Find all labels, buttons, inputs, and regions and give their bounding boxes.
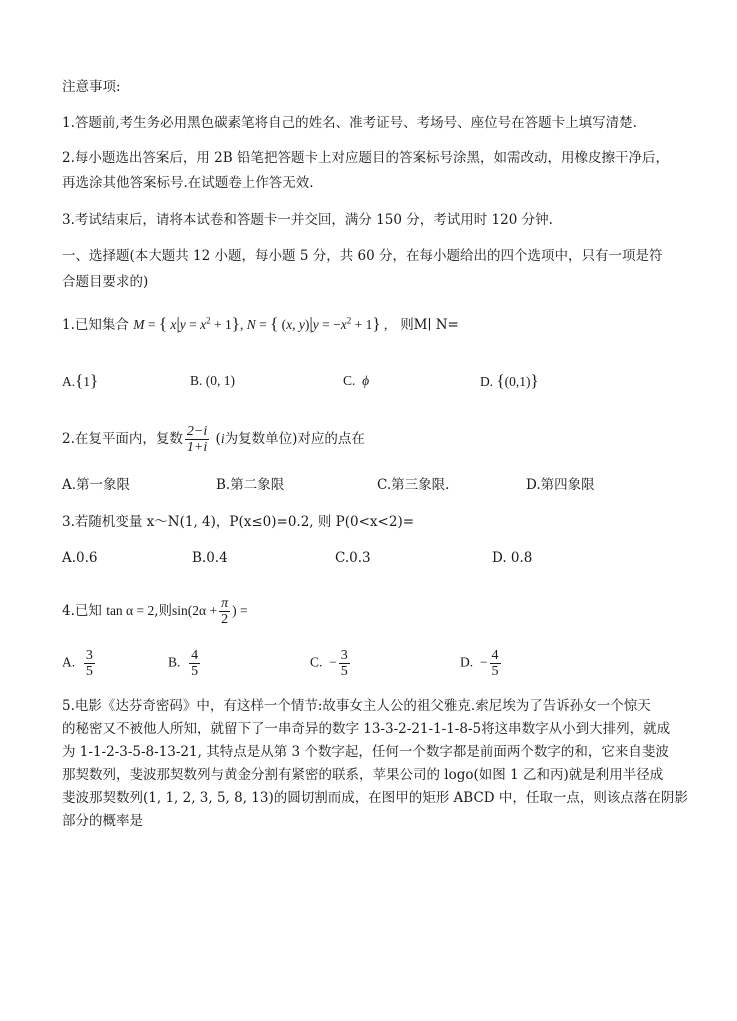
question-2: 2.在复平面内，复数 $\frac{2-i}{1+i}$ (i为复数单位)对应的点在 — [62, 424, 365, 455]
q2-option-a: A.第一象限 — [62, 477, 131, 493]
q4-sin: sin(2α + — [172, 603, 218, 618]
q4-tan: tan α = 2 — [106, 603, 155, 618]
phi-symbol: ϕ — [362, 373, 370, 388]
question-5-line-3: 为 1-1-2-3-5-8-13-21, 其特点是从第 3 个数字起，任何一个数字都是前面两个数字的和，它来自斐波 — [62, 744, 669, 760]
section-heading-cont: 合题目要求的) — [62, 274, 149, 290]
q2-fraction: $\frac{2-i}{1+i}$ — [186, 424, 208, 455]
q1-set-m: M = { $x|y = x^2 + 1$}, N = { (x, $y)|y = -x^2 + 1$} , — [133, 314, 388, 333]
q3-option-c: C.0.3 — [335, 550, 371, 566]
q1-prefix: 1.已知集合 — [62, 317, 129, 333]
q4-option-c: C. − $\frac{3}{5}$ — [310, 648, 348, 679]
q4-option-b: B. $\frac{4}{5}$ — [168, 648, 199, 679]
q4-pi-fraction: $\frac{\pi}{2}$ — [221, 596, 229, 627]
q3-option-b: B.0.4 — [192, 550, 228, 566]
q3-option-d: D. 0.8 — [492, 550, 533, 566]
q1-option-b: B. (0, 1) — [190, 373, 235, 388]
notice-title: 注意事项: — [62, 79, 121, 95]
question-1 — [62, 314, 459, 335]
q1-option-a: A.{1} — [62, 371, 99, 390]
question-3: 3.若随机变量 x～N(1, 4)，P(x≤0)=0.2, 则 P(0<x<2)= — [62, 514, 415, 530]
question-4: 4.已知 tan α = 2,则sin(2α + $\frac{\pi}{2}$ ) = — [62, 596, 248, 627]
q1-option-c: C. ϕ — [343, 373, 370, 388]
section-heading: 一、选择题(本大题共 12 小题，每小题 5 分，共 60 分，在每小题给出的四个选项中，只有一项是符 — [62, 248, 663, 264]
q4-option-a: A. $\frac{3}{5}$ — [62, 648, 93, 679]
question-5-line-5: 斐波那契数列(1, 1, 2, 3, 5, 8, 13)的圆切割而成，在图甲的矩形 ABCD 中，任取一点，则该点落在阴影 — [62, 790, 688, 806]
notice-1: 1.答题前,考生务必用黑色碳素笔将自己的姓名、准考证号、考场号、座位号在答题卡上填写清楚. — [62, 115, 637, 131]
notice-3: 3.考试结束后，请将本试卷和答题卡一并交回，满分 150 分，考试用时 120 分钟. — [62, 212, 553, 228]
q3-option-a: A.0.6 — [62, 550, 98, 566]
q2-option-d: D.第四象限 — [526, 477, 595, 493]
notice-2: 2.每小题选出答案后，用 2B 铅笔把答题卡上对应题目的答案标号涂黑，如需改动，用橡皮擦干净后， — [62, 150, 669, 166]
question-5-line-6: 部分的概率是 — [62, 813, 143, 829]
q4-option-d: D. − $\frac{4}{5}$ — [460, 648, 499, 679]
question-5-line-4: 那契数列，斐波那契数列与黄金分割有紧密的联系，苹果公司的 logo(如图 1 乙和丙)就是利用半径成 — [62, 767, 664, 783]
q1-option-d: D. {(0,1)} — [480, 371, 539, 390]
question-5-line-2: 的秘密又不被他人所知，就留下了一串奇异的数字 13-3-2-21-1-1-8-5将这串数字从小到大排列，就成 — [62, 721, 671, 737]
q2-option-b: B.第二象限 — [216, 477, 285, 493]
q2-option-c: C.第三象限. — [377, 477, 450, 493]
q1-suffix: 则M∣ N= — [400, 317, 459, 333]
question-5-line-1: 5.电影《达芬奇密码》中，有这样一个情节:故事女主人公的祖父雅克.索尼埃为了告诉孙女一个惊天 — [62, 698, 651, 714]
notice-2-cont: 再选涂其他答案标号.在试题卷上作答无效. — [62, 175, 314, 191]
